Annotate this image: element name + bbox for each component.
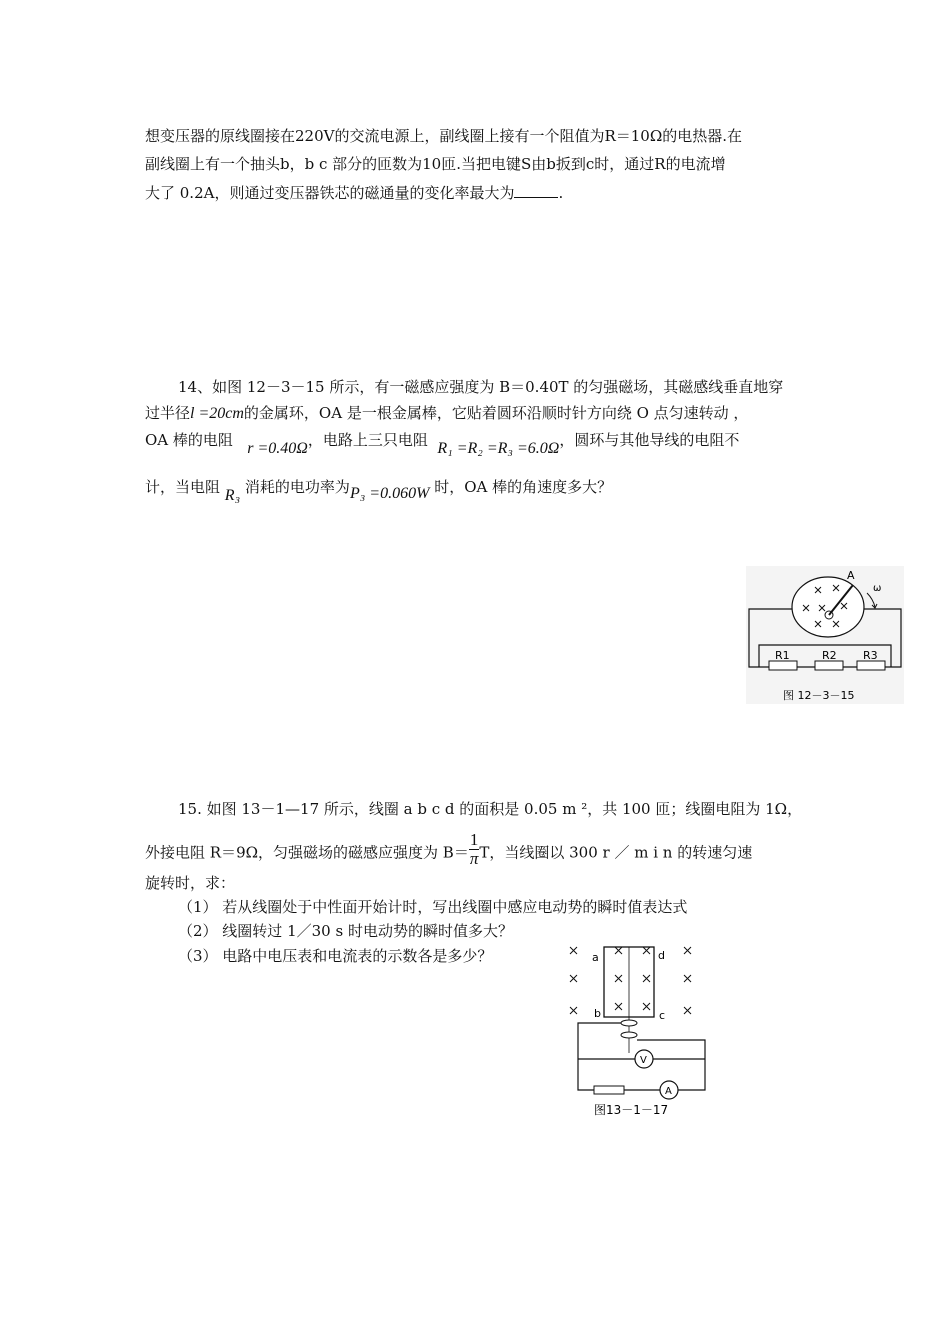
label-ammeter: A bbox=[665, 1086, 672, 1097]
q13-line-3: 大了 0.2A，则通过变压器铁芯的磁通量的变化率最大为 . bbox=[145, 184, 564, 202]
q14-r3-symbol: R₃ bbox=[224, 487, 241, 504]
slip-ring-top bbox=[621, 1020, 637, 1026]
q13-line-1: 想变压器的原线圈接在220V的交流电源上，副线圈上接有一个阻值为R＝10Ω的电热器.在 bbox=[145, 127, 743, 145]
q14-resistance-r-formula: r =0.40Ω bbox=[247, 440, 308, 457]
answer-blank bbox=[514, 183, 558, 198]
q13-line-2: 副线圈上有一个抽头b，b c 部分的匝数为10匝.当把电键S由b扳到c时，通过R的电流增 bbox=[145, 155, 726, 173]
figure-12-3-15-caption: 图 12－3－15 bbox=[783, 689, 855, 702]
label-c: c bbox=[659, 1009, 666, 1022]
q15-sub-1: （1） 若从线圈处于中性面开始计时，写出线圈中感应电动势的瞬时值表达式 bbox=[178, 898, 688, 916]
b-fraction: $\frac{1}{\pi}$ bbox=[469, 830, 479, 868]
field-crosses bbox=[570, 947, 691, 1014]
q14-radius-formula: l =20cm bbox=[190, 405, 244, 422]
q15-line-2: 外接电阻 R＝9Ω，匀强磁场的磁感应强度为 B＝ $\frac{1}{\pi}$ T，当线圈以 300 r ／ m i n 的转速匀速 bbox=[145, 830, 753, 868]
resistor-r2 bbox=[815, 661, 843, 670]
figure-13-1-17 bbox=[560, 935, 720, 1125]
q15-sub-2: （2） 线圈转过 1／30 s 时电动势的瞬时值多大？ bbox=[178, 922, 513, 940]
label-omega: ω bbox=[873, 583, 882, 594]
figure-13-1-17-caption: 图13－1－17 bbox=[594, 1103, 669, 1117]
label-v: V bbox=[640, 1055, 647, 1066]
slip-ring-bottom bbox=[621, 1032, 637, 1038]
label-r2: R2 bbox=[822, 649, 837, 662]
label-d: d bbox=[658, 949, 665, 962]
q14-line-1: 14、如图 12－3－15 所示，有一磁感应强度为 B＝0.40T 的匀强磁场，其磁感线垂直地穿 bbox=[178, 378, 784, 396]
q14-resistors-formula: R₁ =R₂ =R₃ =6.0Ω bbox=[437, 440, 560, 457]
q15-line-1: 15. 如图 13－1—17 所示，线圈 a b c d 的面积是 0.05 m ²，共 100 匝；线圈电阻为 1Ω， bbox=[178, 800, 803, 818]
label-a: A bbox=[847, 569, 855, 582]
q15-sub-3: （3） 电路中电压表和电流表的示数各是多少？ bbox=[178, 947, 493, 965]
q14-line-4: 计，当电阻 R₃ 消耗的电功率为P₃ =0.060W 时，OA 棒的角速度多大？ bbox=[145, 478, 613, 504]
q14-power-formula: P₃ =0.060W bbox=[349, 485, 430, 502]
q13-line-3-text: 大了 0.2A，则通过变压器铁芯的磁通量的变化率最大为 bbox=[145, 184, 515, 202]
label-r3: R3 bbox=[863, 649, 878, 662]
resistor-r bbox=[594, 1086, 624, 1094]
resistor-r1 bbox=[769, 661, 797, 670]
figure-12-3-15 bbox=[745, 565, 905, 705]
label-r1: R1 bbox=[775, 649, 790, 662]
label-a: a bbox=[592, 951, 599, 964]
q15-line-3: 旋转时，求： bbox=[145, 874, 236, 892]
label-b: b bbox=[594, 1007, 601, 1020]
q14-line-2: 过半径l =20cm的金属环，OA 是一根金属棒，它贴着圆环沿顺时针方向绕 O 点匀速转动 ， bbox=[145, 404, 749, 422]
q14-line-3: OA 棒的电阻 r =0.40Ω，电路上三只电阻 R₁ =R₂ =R₃ =6.0Ω，圆环与其他导线的电阻不 bbox=[145, 431, 740, 457]
resistor-r3 bbox=[857, 661, 885, 670]
